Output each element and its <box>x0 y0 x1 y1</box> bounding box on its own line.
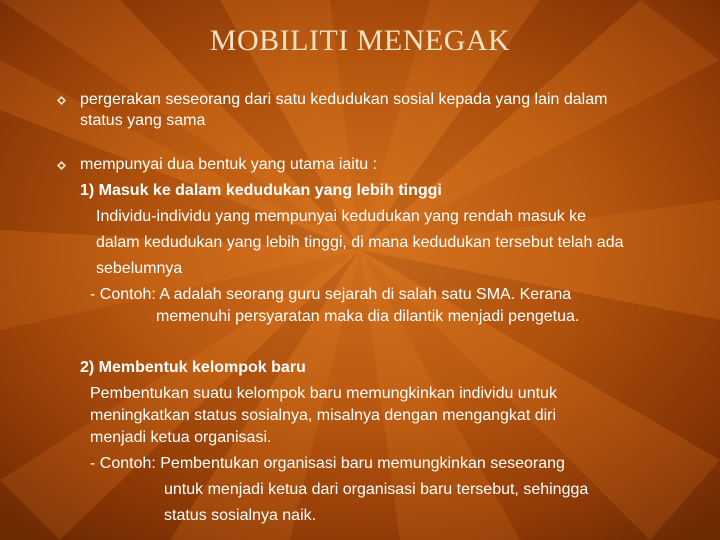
diamond-bullet-icon <box>57 161 66 170</box>
form2-example-line2: untuk menjadi ketua dari organisasi baru tersebut, sehingga <box>164 481 589 498</box>
form1-desc-line3: sebelumnya <box>96 260 183 277</box>
slide-title: MOBILITI MENEGAK <box>209 24 511 57</box>
form2-desc-line2: meningkatkan status sosialnya, misalnya dengan mengangkat diri <box>90 407 557 424</box>
bullet1-line2: status yang sama <box>80 112 206 129</box>
form1-desc-line1: Individu-individu yang mempunyai kedudukan yang rendah masuk ke <box>96 208 587 225</box>
form2-example-line1: - Contoh: Pembentukan organisasi baru memungkinkan seseorang <box>90 455 565 472</box>
form1-example-line2: memenuhi persyaratan maka dia dilantik menjadi pengetua. <box>156 308 580 325</box>
form1-heading: 1) Masuk ke dalam kedudukan yang lebih tinggi <box>80 182 442 199</box>
form2-desc-line1: Pembentukan suatu kelompok baru memungkinkan individu untuk <box>90 385 557 402</box>
form1-example-line1: - Contoh: A adalah seorang guru sejarah di salah satu SMA. Kerana <box>90 286 572 303</box>
form1-desc-line2: dalam kedudukan yang lebih tinggi, di mana kedudukan tersebut telah ada <box>96 234 624 251</box>
bullet1-line1: pergerakan seseorang dari satu kedudukan sosial kepada yang lain dalam <box>80 91 608 108</box>
form2-example-line3: status sosialnya naik. <box>164 507 317 524</box>
diamond-bullet-icon <box>57 96 66 105</box>
form2-heading: 2) Membentuk kelompok baru <box>80 359 306 376</box>
bullet2-intro: mempunyai dua bentuk yang utama iaitu : <box>80 156 378 173</box>
form2-desc-line3: menjadi ketua organisasi. <box>90 429 272 446</box>
